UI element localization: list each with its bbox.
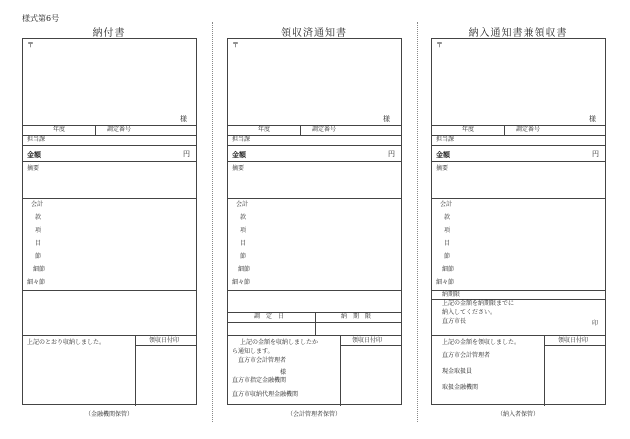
budget-moku: 目: [444, 240, 451, 247]
panel-receipt-notice: [227, 38, 402, 405]
budget-setsu: 節: [444, 253, 451, 260]
panel-payment-slip: [22, 38, 197, 405]
department-label: 担当課: [27, 136, 46, 143]
mayor-label: 直方市長: [442, 318, 467, 325]
agent-bank-label: 直方市収納代理金融機関: [232, 391, 299, 398]
budget-kan: 款: [444, 214, 451, 221]
cut-line-2: [417, 22, 418, 422]
amount-label: 金額: [436, 150, 450, 159]
budget-saisaisetsu: 細々節: [436, 279, 455, 286]
budget-account: 会計: [236, 201, 249, 208]
budget-saisetsu: 細節: [33, 266, 46, 273]
budget-kou: 項: [35, 227, 42, 234]
honorific: 様: [180, 115, 187, 123]
due-date-label: 納 期 限: [341, 313, 372, 320]
yen-label: 円: [388, 150, 395, 158]
receipt-date-stamp: 領収日付印: [149, 337, 180, 344]
notice-line-2: ら通知します。: [232, 348, 274, 355]
footer-treasurer-copy: （会計管理者保管）: [286, 411, 341, 418]
footer-payer-copy: （納入者保管）: [496, 411, 539, 418]
due-notice-line-2: 納入してください。: [442, 309, 497, 316]
budget-moku: 目: [35, 240, 42, 247]
panel-payment-notice-receipt: [431, 38, 606, 405]
yen-label: 円: [592, 150, 599, 158]
summary-label: 摘要: [27, 165, 40, 172]
summary-label: 摘要: [436, 165, 449, 172]
budget-account: 会計: [31, 201, 44, 208]
handling-bank-label: 取扱金融機関: [442, 384, 479, 391]
budget-kan: 款: [35, 214, 42, 221]
budget-setsu: 節: [35, 253, 42, 260]
honorific: 様: [589, 115, 596, 123]
assess-date-label: 調 定 日: [254, 313, 285, 320]
department-label: 担当課: [232, 136, 251, 143]
panel-title-receipt-notice: 領収済通知書: [281, 28, 347, 39]
amount-label: 金額: [232, 150, 246, 159]
cut-line-1: [212, 22, 213, 422]
budget-saisaisetsu: 細々節: [27, 279, 46, 286]
fiscal-year-label: 年度: [462, 126, 475, 133]
budget-saisaisetsu: 細々節: [232, 279, 251, 286]
postal-mark: 〒: [27, 41, 34, 49]
due-limit-label: 納期限: [442, 291, 461, 298]
fiscal-year-label: 年度: [53, 126, 66, 133]
amount-label: 金額: [27, 150, 41, 159]
notice-line-1: 上記の金額を収納しましたか: [240, 339, 319, 346]
budget-saisetsu: 細節: [238, 266, 251, 273]
honorific: 様: [383, 115, 390, 123]
received-text: 上記のとおり収納しました。: [27, 339, 106, 346]
seal-mark: 印: [592, 320, 599, 327]
budget-kou: 項: [240, 227, 247, 234]
budget-moku: 目: [240, 240, 247, 247]
department-label: 担当課: [436, 136, 455, 143]
receipt-text: 上記の金額を領収しました。: [442, 339, 521, 346]
designated-bank-label: 直方市指定金融機関: [232, 377, 287, 384]
budget-kan: 款: [240, 214, 247, 221]
assessment-no-label: 調定番号: [516, 126, 541, 133]
treasurer-label: 直方市会計管理者: [442, 352, 491, 359]
panel-title-payment-slip: 納付書: [92, 28, 126, 39]
budget-saisetsu: 細節: [442, 266, 455, 273]
postal-mark: 〒: [232, 41, 239, 49]
form-code: 様式第6号: [22, 14, 60, 23]
assessment-no-label: 調定番号: [312, 126, 337, 133]
budget-account: 会計: [440, 201, 453, 208]
summary-label: 摘要: [232, 165, 245, 172]
assessment-no-label: 調定番号: [107, 126, 132, 133]
budget-setsu: 節: [240, 253, 247, 260]
due-notice-line-1: 上記の金額を納期限までに: [442, 300, 515, 307]
panel-title-payment-notice-receipt: 納入通知書兼領収書: [468, 28, 568, 39]
receipt-date-stamp: 領収日付印: [558, 337, 589, 344]
budget-kou: 項: [444, 227, 451, 234]
footer-bank-copy: （金融機関保管）: [84, 411, 133, 418]
treasurer-label: 直方市会計管理者: [238, 357, 287, 364]
fiscal-year-label: 年度: [258, 126, 271, 133]
treasurer-honorific: 様: [280, 369, 287, 376]
yen-label: 円: [183, 150, 190, 158]
receipt-date-stamp: 領収日付印: [352, 337, 383, 344]
postal-mark: 〒: [436, 41, 443, 49]
cash-officer-label: 現金取扱員: [442, 368, 473, 375]
